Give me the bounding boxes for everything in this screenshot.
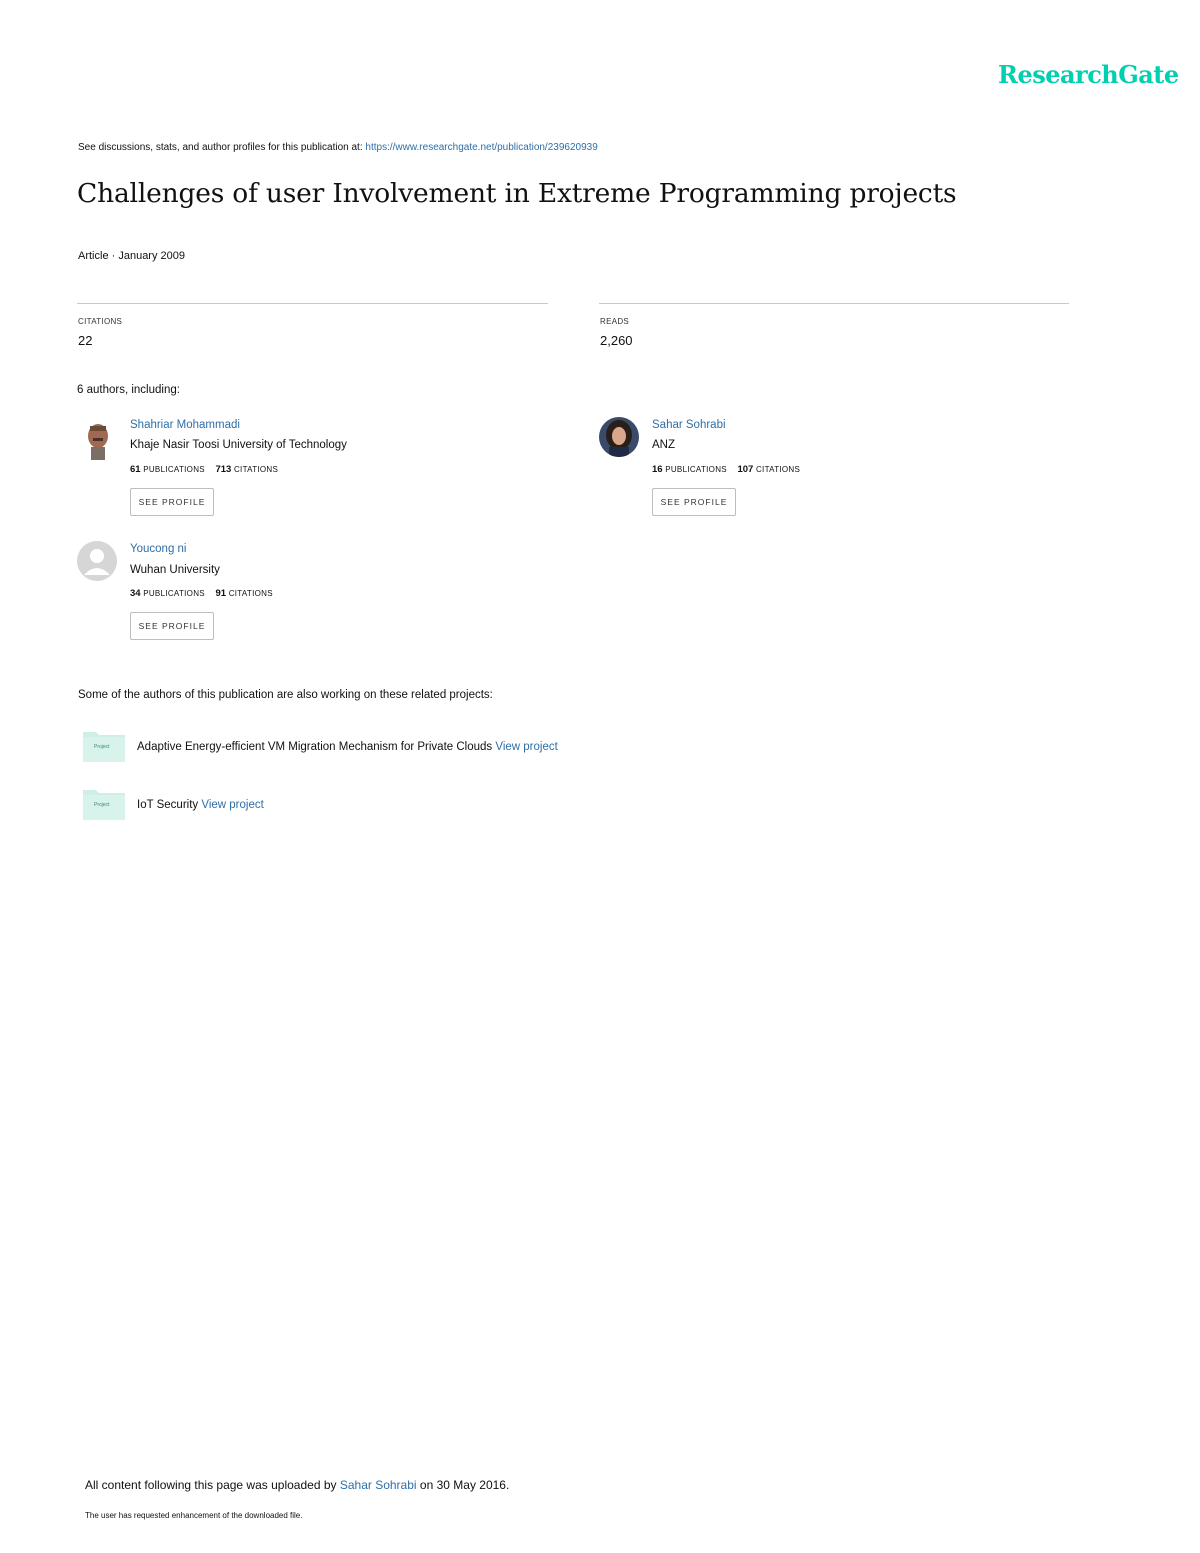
author-avatar-shahriar[interactable] (77, 418, 119, 460)
author-publications-label: PUBLICATIONS (143, 589, 205, 598)
related-project-2 (137, 799, 264, 811)
project-name: IoT Security (137, 799, 199, 811)
researchgate-logo[interactable]: ResearchGate (998, 60, 1179, 89)
author-citations-count: 107 (737, 464, 754, 475)
author-name-sahar[interactable]: Sahar Sohrabi (652, 419, 726, 431)
project-name: Adaptive Energy-efficient VM Migration Mechanism for Private Clouds (137, 741, 493, 753)
author-stats-sahar (652, 464, 800, 475)
upload-prefix: All content following this page was uploaded by (85, 1478, 337, 1492)
author-affiliation-sahar: ANZ (652, 439, 675, 451)
publication-title: Challenges of user Involvement in Extreme Programming projects (77, 178, 957, 209)
author-affiliation-youcong: Wuhan University (130, 564, 220, 576)
enhancement-note: The user has requested enhancement of the downloaded file. (85, 1511, 303, 1520)
related-project-1 (137, 741, 558, 753)
publication-url-link[interactable]: https://www.researchgate.net/publication/239620939 (365, 142, 598, 153)
author-publications-count: 16 (652, 464, 663, 475)
author-avatar-sahar[interactable] (599, 417, 639, 457)
author-stats-youcong (130, 588, 273, 599)
project-folder-icon (82, 787, 126, 821)
view-project-link[interactable]: View project (201, 799, 264, 811)
project-folder-icon (82, 729, 126, 763)
author-citations-count: 91 (215, 588, 227, 599)
see-discussions-line (78, 142, 598, 153)
author-citations-label: CITATIONS (233, 465, 279, 474)
authors-heading: 6 authors, including: (77, 384, 180, 396)
citations-divider (77, 303, 548, 304)
upload-suffix: on 30 May 2016. (419, 1478, 510, 1492)
view-project-link[interactable]: View project (495, 741, 558, 753)
author-publications-count: 61 (130, 464, 141, 475)
related-projects-heading: Some of the authors of this publication are also working on these related projects: (78, 689, 493, 701)
see-profile-button-youcong[interactable]: SEE PROFILE (130, 612, 214, 640)
portrait-photo-icon (77, 418, 119, 460)
reads-value: 2,260 (600, 333, 633, 348)
project-folder-label: Project (94, 744, 110, 750)
uploader-link[interactable]: Sahar Sohrabi (339, 1478, 417, 1492)
see-profile-button-sahar[interactable]: SEE PROFILE (652, 488, 736, 516)
author-name-shahriar[interactable]: Shahriar Mohammadi (130, 419, 240, 431)
author-publications-count: 34 (130, 588, 141, 599)
author-name-youcong[interactable]: Youcong ni (130, 543, 187, 555)
default-user-icon (77, 541, 117, 581)
author-avatar-youcong[interactable] (77, 541, 117, 581)
reads-divider (599, 303, 1069, 304)
portrait-photo-icon (599, 417, 639, 457)
author-citations-label: CITATIONS (228, 589, 273, 598)
author-citations-count: 713 (215, 464, 232, 475)
citations-label: CITATIONS (78, 317, 123, 326)
author-affiliation-shahriar: Khaje Nasir Toosi University of Technology (130, 439, 347, 451)
project-folder-label: Project (94, 802, 110, 808)
see-discussions-text: See discussions, stats, and author profiles for this publication at: (78, 142, 363, 153)
upload-notice (85, 1478, 509, 1492)
citations-value: 22 (78, 333, 93, 348)
see-profile-button-shahriar[interactable]: SEE PROFILE (130, 488, 214, 516)
author-stats-shahriar (130, 464, 278, 475)
reads-label: READS (600, 317, 630, 326)
author-publications-label: PUBLICATIONS (665, 465, 727, 474)
publication-meta: Article · January 2009 (78, 250, 185, 262)
author-publications-label: PUBLICATIONS (143, 465, 205, 474)
author-citations-label: CITATIONS (755, 465, 801, 474)
